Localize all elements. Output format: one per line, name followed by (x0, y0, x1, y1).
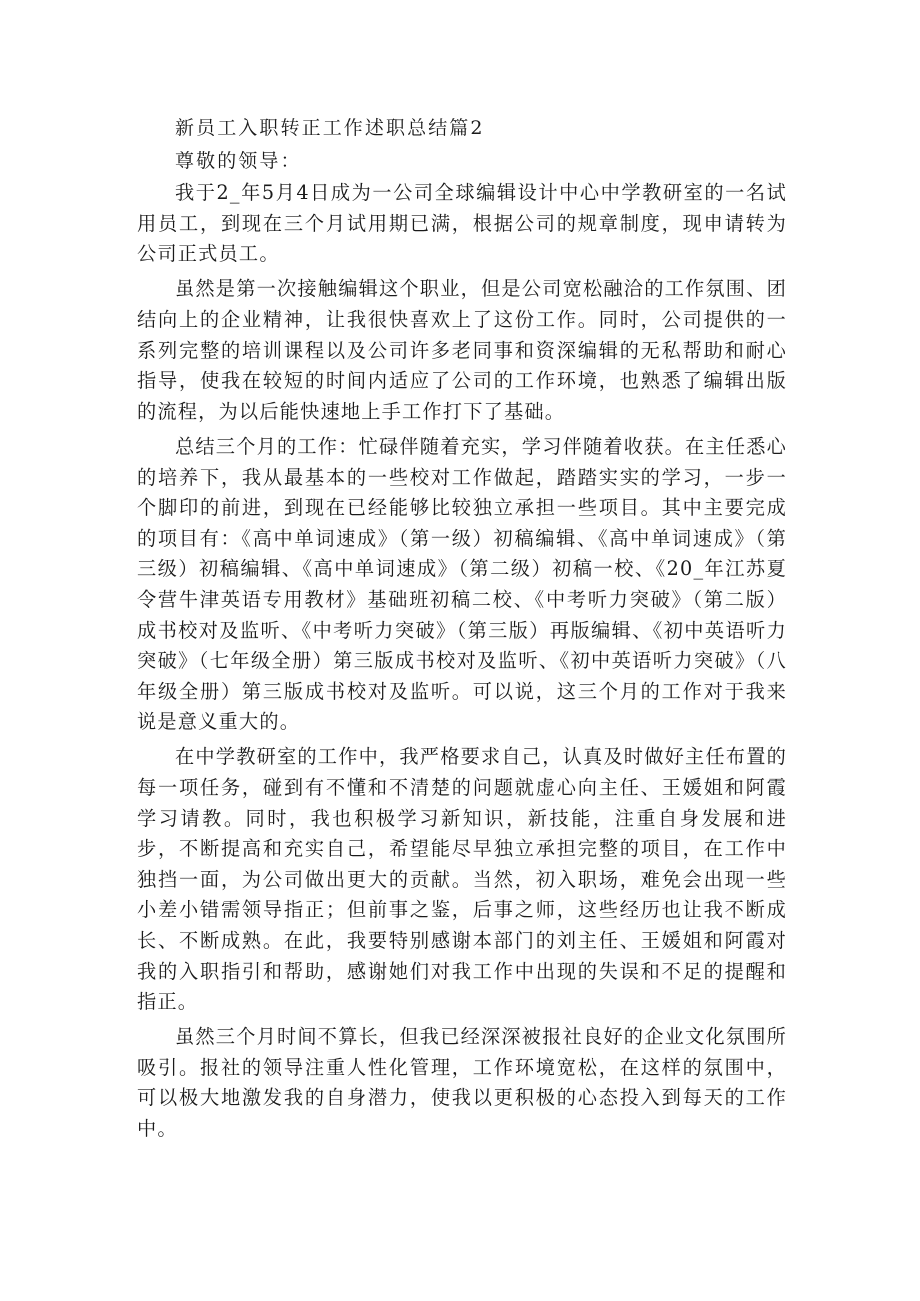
document-title: 新员工入职转正工作述职总结篇2 (175, 117, 485, 139)
paragraph-1: 我于2_年5月4日成为一公司全球编辑设计中心中学教研室的一名试用员工，到现在三个月试用期已满，根据公司的规章制度，现申请转为公司正式员工。 (137, 181, 787, 266)
document-body (137, 113, 787, 1149)
paragraph-2: 虽然是第一次接触编辑这个职业，但是公司宽松融洽的工作氛围、团结向上的企业精神，让我很快喜欢上了这份工作。同时，公司提供的一系列完整的培训课程以及公司许多老同事和资深编辑的无私帮助和耐心指导，使我在较短的时间内适应了公司的工作环境，也熟悉了编辑出版的流程，为以后能快速地上手工作打下了基础。 (137, 277, 787, 423)
paragraph-5: 虽然三个月时间不算长，但我已经深深被报社良好的企业文化氛围所吸引。报社的领导注重人性化管理，工作环境宽松，在这样的氛围中，可以极大地激发我的自身潜力，使我以更积极的心态投入到每天的工作中。 (137, 1025, 787, 1140)
paragraph-4: 在中学教研室的工作中，我严格要求自己，认真及时做好主任布置的每一项任务，碰到有不懂和不清楚的问题就虚心向主任、王媛姐和阿霞学习请教。同时，我也积极学习新知识，新技能，注重自身发展和进步，不断提高和充实自己，希望能尽早独立承担完整的项目，在工作中独挡一面，为公司做出更大的贡献。当然，初入职场，难免会出现一些小差小错需领导指正；但前事之鉴，后事之师，这些经历也让我不断成长、不断成熟。在此，我要特别感谢本部门的刘主任、王媛姐和阿霞对我的入职指引和帮助，感谢她们对我工作中出现的失误和不足的提醒和指正。 (137, 745, 787, 1014)
paragraph-3: 总结三个月的工作：忙碌伴随着充实，学习伴随着收获。在主任悉心的培养下，我从最基本的一些校对工作做起，踏踏实实的学习，一步一个脚印的前进，到现在已经能够比较独立承担一些项目。其中主要完成的项目有：《高中单词速成》（第一级）初稿编辑、《高中单词速成》（第三级）初稿编辑、《高中单词速成》（第二级）初稿一校、《20_年江苏夏令营牛津英语专用教材》基础班初稿二校、《中考听力突破》（第二版）成书校对及监听、《中考听力突破》（第三版）再版编辑、《初中英语听力突破》（七年级全册）第三版成书校对及监听、《初中英语听力突破》（八年级全册）第三版成书校对及监听。可以说，这三个月的工作对于我来说是意义重大的。 (137, 434, 787, 734)
salutation: 尊敬的领导： (175, 149, 302, 172)
